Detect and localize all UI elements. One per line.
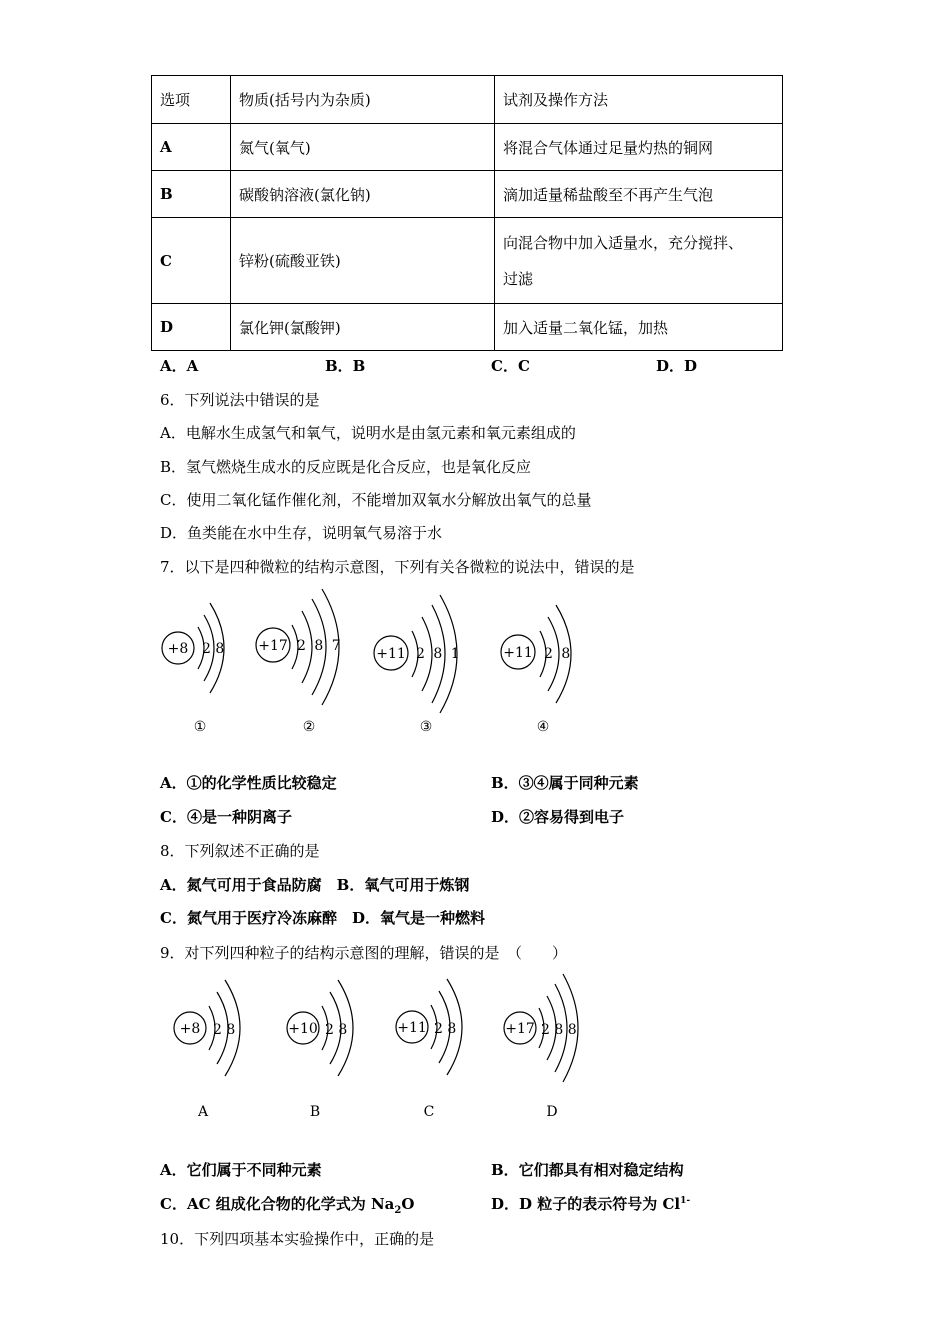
- q9-particle-b: [287, 980, 353, 1120]
- table-row: [152, 171, 783, 218]
- q5-option-a: A．A: [160, 357, 199, 375]
- electron-label: 2 8 1: [416, 646, 462, 662]
- row-method: 将混合气体通过足量灼热的铜网: [495, 124, 783, 171]
- q7-option-b: B．③④属于同种元素: [491, 774, 639, 792]
- q9-option-d-superscript: 1-: [680, 1196, 691, 1206]
- q6-option-c: C．使用二氧化锰作催化剂，不能增加双氧水分解放出氧气的总量: [160, 491, 592, 509]
- electron-label: 2 8: [202, 641, 225, 657]
- row-method-line1: 向混合物中加入适量水，充分搅拌、: [503, 233, 744, 252]
- row-substance: 碳酸钠溶液(氯化钠): [231, 171, 495, 218]
- nucleus-label: +11: [376, 646, 406, 662]
- row-substance: 氮气(氧气): [231, 124, 495, 171]
- particle-caption: C: [423, 1104, 435, 1120]
- row-option: D: [152, 304, 231, 351]
- particle-caption: B: [309, 1104, 321, 1120]
- header-method: 试剂及操作方法: [495, 76, 783, 124]
- q7-option-d: D．②容易得到电子: [491, 808, 625, 826]
- q9-option-c-text: C．AC 组成化合物的化学式为 Na: [160, 1195, 395, 1213]
- electron-label: 2 8: [213, 1022, 236, 1038]
- q6-stem: 6．下列说法中错误的是: [160, 391, 320, 409]
- q9-option-b: B．它们都具有相对稳定结构: [491, 1161, 684, 1179]
- q7-particle-2: [256, 589, 343, 735]
- row-option: B: [152, 171, 231, 218]
- electron-label: 2 8: [434, 1021, 457, 1037]
- q6-option-d: D．鱼类能在水中生存，说明氧气易溶于水: [160, 524, 443, 542]
- electron-label: 2 8: [544, 646, 573, 662]
- particle-caption: ③: [419, 719, 433, 735]
- q6-option-b: B．氢气燃烧生成水的反应既是化合反应，也是氧化反应: [160, 458, 532, 476]
- q9-structure-diagrams: [155, 970, 595, 1130]
- header-option: 选项: [152, 76, 231, 124]
- nucleus-label: +11: [397, 1020, 427, 1036]
- particle-caption: ①: [193, 719, 207, 735]
- q5-table: [151, 75, 783, 351]
- row-method: 滴加适量稀盐酸至不再产生气泡: [495, 171, 783, 218]
- particle-caption: ②: [302, 719, 316, 735]
- row-substance: 锌粉(硫酸亚铁): [231, 218, 495, 304]
- q7-option-c: C．④是一种阴离子: [160, 808, 292, 826]
- electron-label: 2 8: [325, 1022, 348, 1038]
- table-header-row: [152, 76, 783, 124]
- nucleus-label: +17: [505, 1021, 535, 1037]
- particle-caption: A: [197, 1104, 209, 1120]
- q9-particle-c: [396, 979, 462, 1120]
- q8-options-ab: A．氮气可用于食品防腐 B．氧气可用于炼钢: [160, 876, 470, 894]
- q10-stem: 10．下列四项基本实验操作中，正确的是: [160, 1230, 435, 1248]
- q5-option-b: B．B: [325, 357, 366, 375]
- q7-stem: 7．以下是四种微粒的结构示意图，下列有关各微粒的说法中，错误的是: [160, 558, 635, 576]
- q9-particle-d: [504, 974, 578, 1120]
- header-substance: 物质(括号内为杂质): [231, 76, 495, 124]
- q9-option-c-subscript: 2: [394, 1205, 402, 1216]
- q5-option-d: D．D: [656, 357, 698, 375]
- table-row: [152, 124, 783, 171]
- q7-particle-3: [374, 595, 462, 735]
- q7-particle-4: [501, 605, 572, 735]
- particle-caption: ④: [536, 719, 550, 735]
- q7-structure-diagrams: [150, 585, 610, 745]
- q9-particle-a: [174, 980, 240, 1120]
- q9-stem: 9．对下列四种粒子的结构示意图的理解，错误的是 （ ）: [160, 944, 568, 962]
- q9-option-c: [160, 1193, 414, 1216]
- electron-label: 2 8 7: [297, 638, 343, 654]
- particle-caption: D: [546, 1104, 558, 1120]
- nucleus-label: +11: [503, 645, 533, 661]
- row-method-line2: 过滤: [503, 269, 534, 288]
- q7-option-a: A．①的化学性质比较稳定: [160, 774, 337, 792]
- nucleus-label: +10: [288, 1021, 318, 1037]
- row-option: C: [152, 218, 231, 304]
- nucleus-label: +17: [258, 638, 288, 654]
- q8-options-cd: C．氮气用于医疗冷冻麻醉 D．氧气是一种燃料: [160, 909, 485, 927]
- row-substance: 氯化钾(氯酸钾): [231, 304, 495, 351]
- nucleus-label: +8: [179, 1021, 201, 1037]
- row-method: 加入适量二氧化锰，加热: [495, 304, 783, 351]
- q9-option-d-text: D．D 粒子的表示符号为 Cl: [491, 1195, 681, 1213]
- electron-label: 2 8 8: [541, 1022, 577, 1038]
- nucleus-label: +8: [167, 641, 189, 657]
- q9-option-c-tail: O: [401, 1195, 415, 1213]
- row-method: [495, 218, 783, 304]
- q5-option-c: C．C: [491, 357, 530, 375]
- row-option: A: [152, 124, 231, 171]
- table-row: [152, 218, 783, 304]
- q8-stem: 8．下列叙述不正确的是: [160, 842, 320, 860]
- q9-option-a: A．它们属于不同种元素: [160, 1161, 322, 1179]
- q9-option-d: [491, 1193, 690, 1214]
- q6-option-a: A．电解水生成氢气和氧气，说明水是由氢元素和氧元素组成的: [160, 424, 576, 442]
- table-row: [152, 304, 783, 351]
- q7-particle-1: [162, 603, 224, 735]
